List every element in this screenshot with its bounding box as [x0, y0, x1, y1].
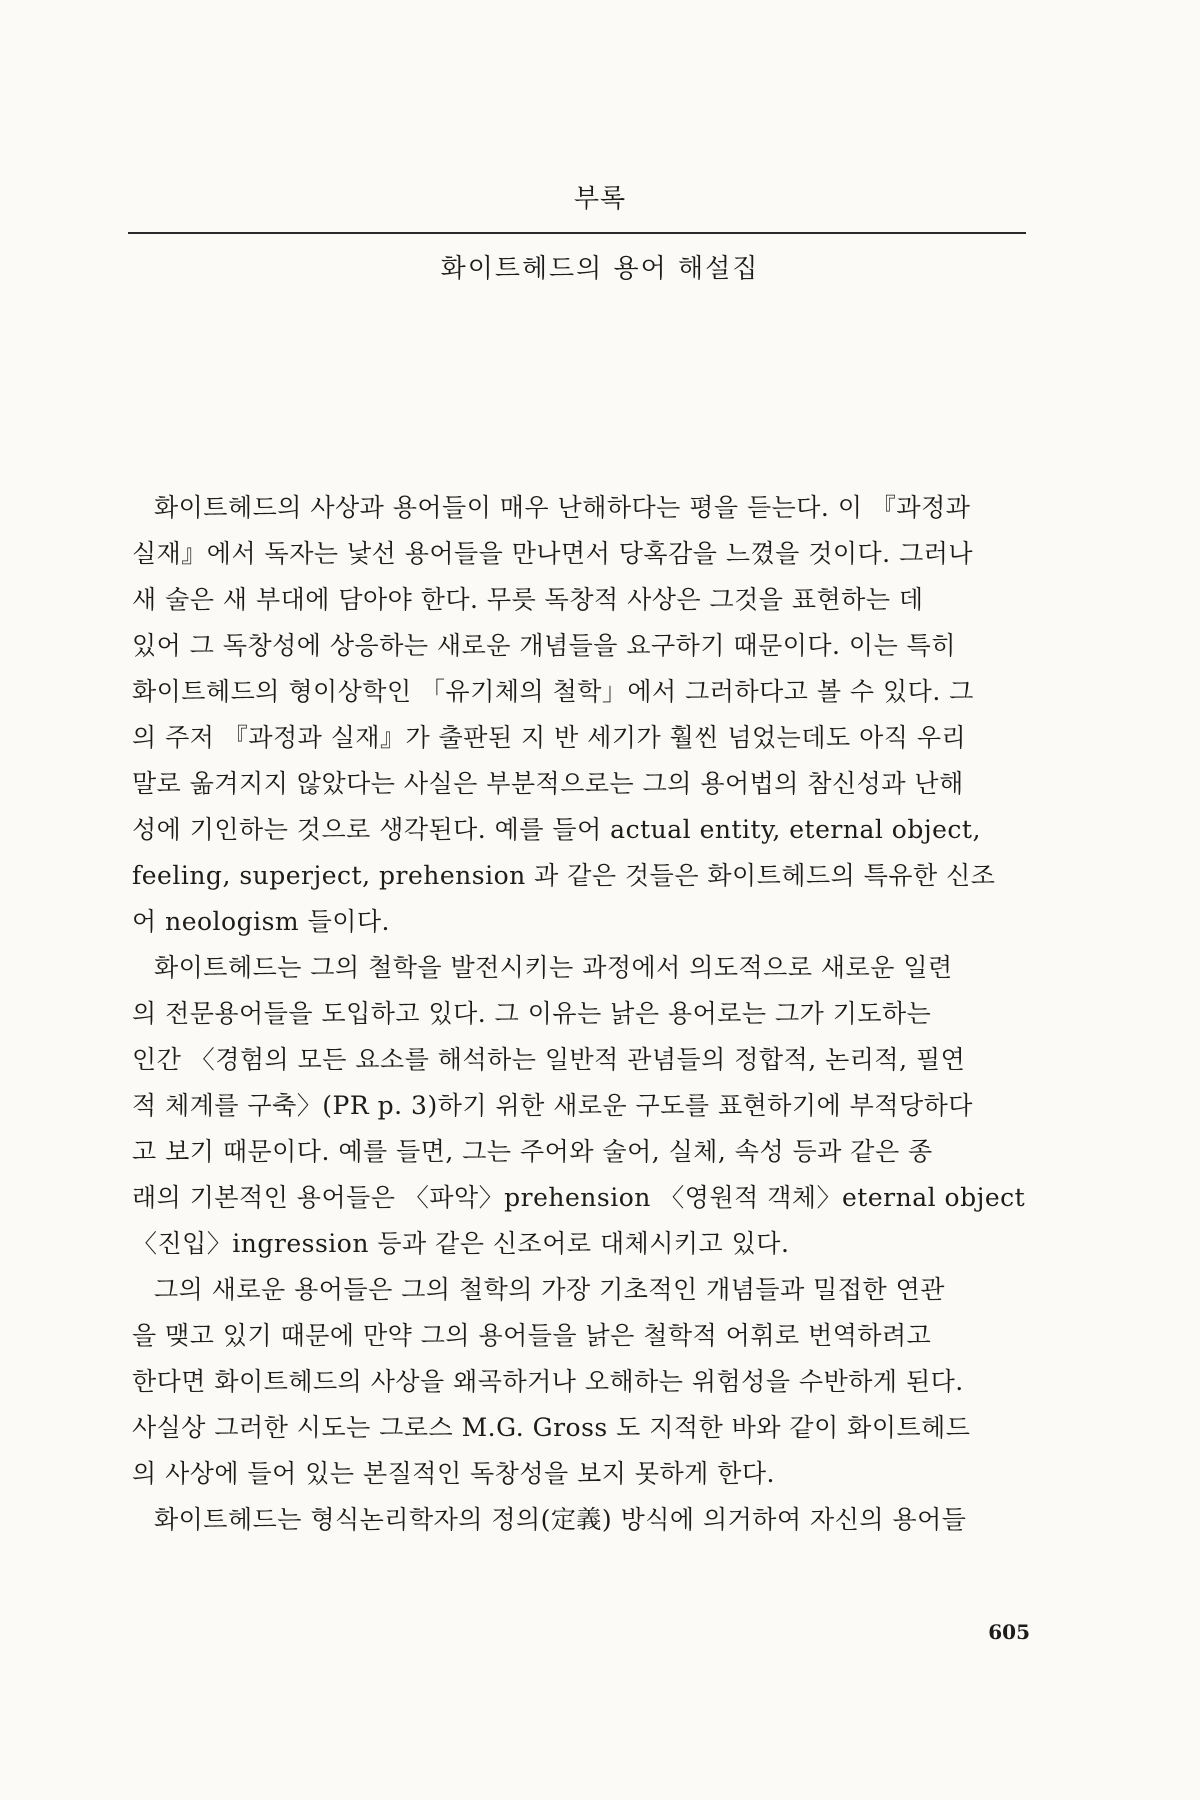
- paragraph-1-line-3: 새 술은 새 부대에 담아야 한다. 무릇 독창적 사상은 그것을 표현하는 데: [132, 585, 924, 614]
- paragraph-4-line-1: 화이트헤드는 형식논리학자의 정의(定義) 방식에 의거하여 자신의 용어들: [154, 1505, 967, 1534]
- paragraph-3-line-1: 그의 새로운 용어들은 그의 철학의 가장 기초적인 개념들과 밀접한 연관: [154, 1275, 945, 1304]
- paragraph-2-line-5: 고 보기 때문이다. 예를 들면, 그는 주어와 술어, 실체, 속성 등과 같은 종: [132, 1137, 933, 1166]
- paragraph-2-line-1: 화이트헤드는 그의 철학을 발전시키는 과정에서 의도적으로 새로운 일련: [154, 953, 953, 982]
- paragraph-2-line-7: 〈진입〉ingression 등과 같은 신조어로 대체시키고 있다.: [132, 1229, 790, 1258]
- paragraph-1-line-9: feeling, superject, prehension 과 같은 것들은 화이트헤드의 특유한 신조: [132, 861, 996, 890]
- paragraph-1-line-2: 실재』에서 독자는 낯선 용어들을 만나면서 당혹감을 느꼈을 것이다. 그러나: [132, 539, 974, 568]
- page-number: 605: [988, 1620, 1030, 1644]
- paragraph-3-line-4: 사실상 그러한 시도는 그로스 M.G. Gross 도 지적한 바와 같이 화이트헤드: [132, 1413, 971, 1442]
- paragraph-1-line-5: 화이트헤드의 형이상학인 「유기체의 철학」에서 그러하다고 볼 수 있다. 그: [132, 677, 974, 706]
- paragraph-1-line-4: 있어 그 독창성에 상응하는 새로운 개념들을 요구하기 때문이다. 이는 특히: [132, 631, 956, 660]
- paragraph-2-line-2: 의 전문용어들을 도입하고 있다. 그 이유는 낡은 용어로는 그가 기도하는: [132, 999, 932, 1028]
- paragraph-3-line-2: 을 맺고 있기 때문에 만약 그의 용어들을 낡은 철학적 어휘로 번역하려고: [132, 1321, 932, 1350]
- paragraph-1-line-10: 어 neologism 들이다.: [132, 907, 390, 936]
- paragraph-2-line-3: 인간 〈경험의 모든 요소를 해석하는 일반적 관념들의 정합적, 논리적, 필연: [132, 1045, 966, 1074]
- body-text: [132, 485, 1034, 1543]
- paragraph-2-line-4: 적 체계를 구축〉(PR p. 3)하기 위한 새로운 구도를 표현하기에 부적당하다: [132, 1091, 973, 1120]
- section-subtitle: 화이트헤드의 용어 해설집: [440, 254, 760, 284]
- paragraph-1-line-7: 말로 옮겨지지 않았다는 사실은 부분적으로는 그의 용어법의 참신성과 난해: [132, 769, 964, 798]
- paragraph-1-line-8: 성에 기인하는 것으로 생각된다. 예를 들어 actual entity, eternal object,: [132, 815, 981, 844]
- paragraph-3-line-3: 한다면 화이트헤드의 사상을 왜곡하거나 오해하는 위험성을 수반하게 된다.: [132, 1367, 964, 1396]
- paragraph-1-line-1: 화이트헤드의 사상과 용어들이 매우 난해하다는 평을 듣는다. 이 『과정과: [154, 493, 971, 522]
- header-rule: [128, 232, 1026, 234]
- running-head: 부록: [573, 184, 627, 214]
- paragraph-2-line-6: 래의 기본적인 용어들은 〈파악〉prehension 〈영원적 객체〉eternal object: [132, 1183, 1026, 1212]
- paragraph-3-line-5: 의 사상에 들어 있는 본질적인 독창성을 보지 못하게 한다.: [132, 1459, 775, 1488]
- paragraph-1-line-6: 의 주저 『과정과 실재』가 출판된 지 반 세기가 훨씬 넘었는데도 아직 우리: [132, 723, 967, 752]
